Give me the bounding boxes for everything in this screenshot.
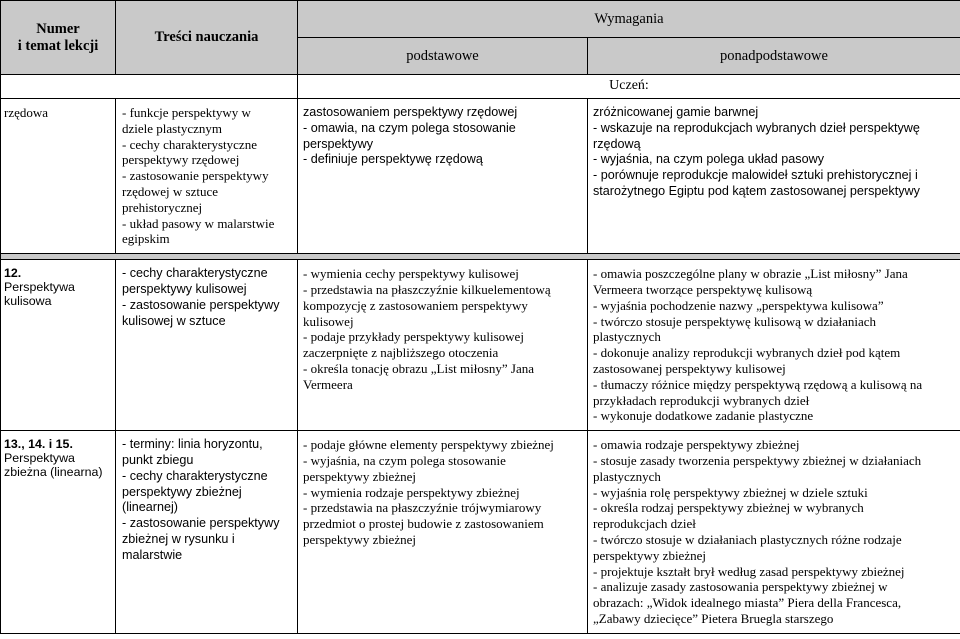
uczen-spacer <box>1 75 298 99</box>
header-tresci: Treści nauczania <box>116 1 298 75</box>
tresci-cell: - terminy: linia horyzontu, punkt zbiegu - cechy charakterystyczne perspektywy zbieżnej (linearnej) - zastosowanie perspektywy zbieżnej w rysunku i malarstwie <box>116 431 298 634</box>
ponadpodstawowe-cell: - omawia rodzaje perspektywy zbieżnej - stosuje zasady tworzenia perspektywy zbieżnej w działaniach plastycznych - wyjaśnia rolę perspektywy zbieżnej w dziele sztuki - określa rodzaj perspektywy zbieżnej w wybranych reprodukcjach dzieł - twórczo stosuje w działaniach plastycznych różne rodzaje perspektywy zbieżnej - projektuje kształt brył według zasad perspektywy zbieżnej - analizuje zasady zastosowania perspektywy zbieżnej w obrazach: „Widok idealnego miasta” Piera della Francesca, „Zabawy dziecięce” Pietera Bruegla starszego <box>588 431 960 634</box>
header-wymagania: Wymagania <box>298 1 960 38</box>
tresci-cell: - cechy charakterystyczne perspektywy kulisowej - zastosowanie perspektywy kulisowej w sztuce <box>116 260 298 431</box>
header-podstawowe: podstawowe <box>298 38 588 75</box>
topic-number: 12. <box>4 266 22 281</box>
podstawowe-cell: - podaje główne elementy perspektywy zbieżnej - wyjaśnia, na czym polega stosowanie perspektywy zbieżnej - wymienia rodzaje perspektywy zbieżnej - przedstawia na płaszczyźnie trójwymiarowy przedmiot o prostej budowie z zastosowaniem perspektywy zbieżnej <box>298 431 588 634</box>
podstawowe-cell: zastosowaniem perspektywy rzędowej - omawia, na czym polega stosowanie perspektywy - definiuje perspektywę rzędową <box>298 99 588 254</box>
topic-cell <box>1 260 116 431</box>
topic-title: rzędowa <box>4 105 49 120</box>
uczen-label: Uczeń: <box>298 75 960 99</box>
header-ponadpodstawowe: ponadpodstawowe <box>588 38 960 75</box>
ponadpodstawowe-cell: - omawia poszczególne plany w obrazie „List miłosny” Jana Vermeera tworzące perspektywę kulisową - wyjaśnia pochodzenie nazwy „perspektywa kulisowa” - twórczo stosuje perspektywę kulisową w działaniach plastycznych - dokonuje analizy reprodukcji wybranych dzieł pod kątem zastosowanej perspektywy kulisowej - tłumaczy różnice między perspektywą rzędową a kulisową na przykładach reprodukcji wybranych dzieł - wykonuje dodatkowe zadanie plastyczne <box>588 260 960 431</box>
topic-cell <box>1 431 116 634</box>
tresci-cell: - funkcje perspektywy w dziele plastycznym - cechy charakterystyczne perspektywy rzędowej - zastosowanie perspektywy rzędowej w sztuce prehistorycznej - układ pasowy w malarstwie egipskim <box>116 99 298 254</box>
table-row <box>1 99 960 254</box>
topic-title: Perspektywa zbieżna (linearna) <box>4 451 103 480</box>
table-row <box>1 260 960 431</box>
topic-cell <box>1 99 116 254</box>
ponadpodstawowe-cell: zróżnicowanej gamie barwnej - wskazuje na reprodukcjach wybranych dzieł perspektywę rzędową - wyjaśnia, na czym polega układ pasowy - porównuje reprodukcje malowideł sztuki prehistorycznej i starożytnego Egiptu pod kątem zastosowanej perspektywy <box>588 99 960 254</box>
topic-title: Perspektywa kulisowa <box>4 280 75 309</box>
topic-number: 13., 14. i 15. <box>4 437 73 452</box>
header-numer: Numer i temat lekcji <box>1 1 116 75</box>
podstawowe-cell: - wymienia cechy perspektywy kulisowej - przedstawia na płaszczyźnie kilkuelementową kompozycję z zastosowaniem perspektywy kulisowej - podaje przykłady perspektywy kulisowej zaczerpnięte z najbliższego otoczenia - określa tonację obrazu „List miłosny” Jana Vermeera <box>298 260 588 431</box>
table-row <box>1 431 960 634</box>
